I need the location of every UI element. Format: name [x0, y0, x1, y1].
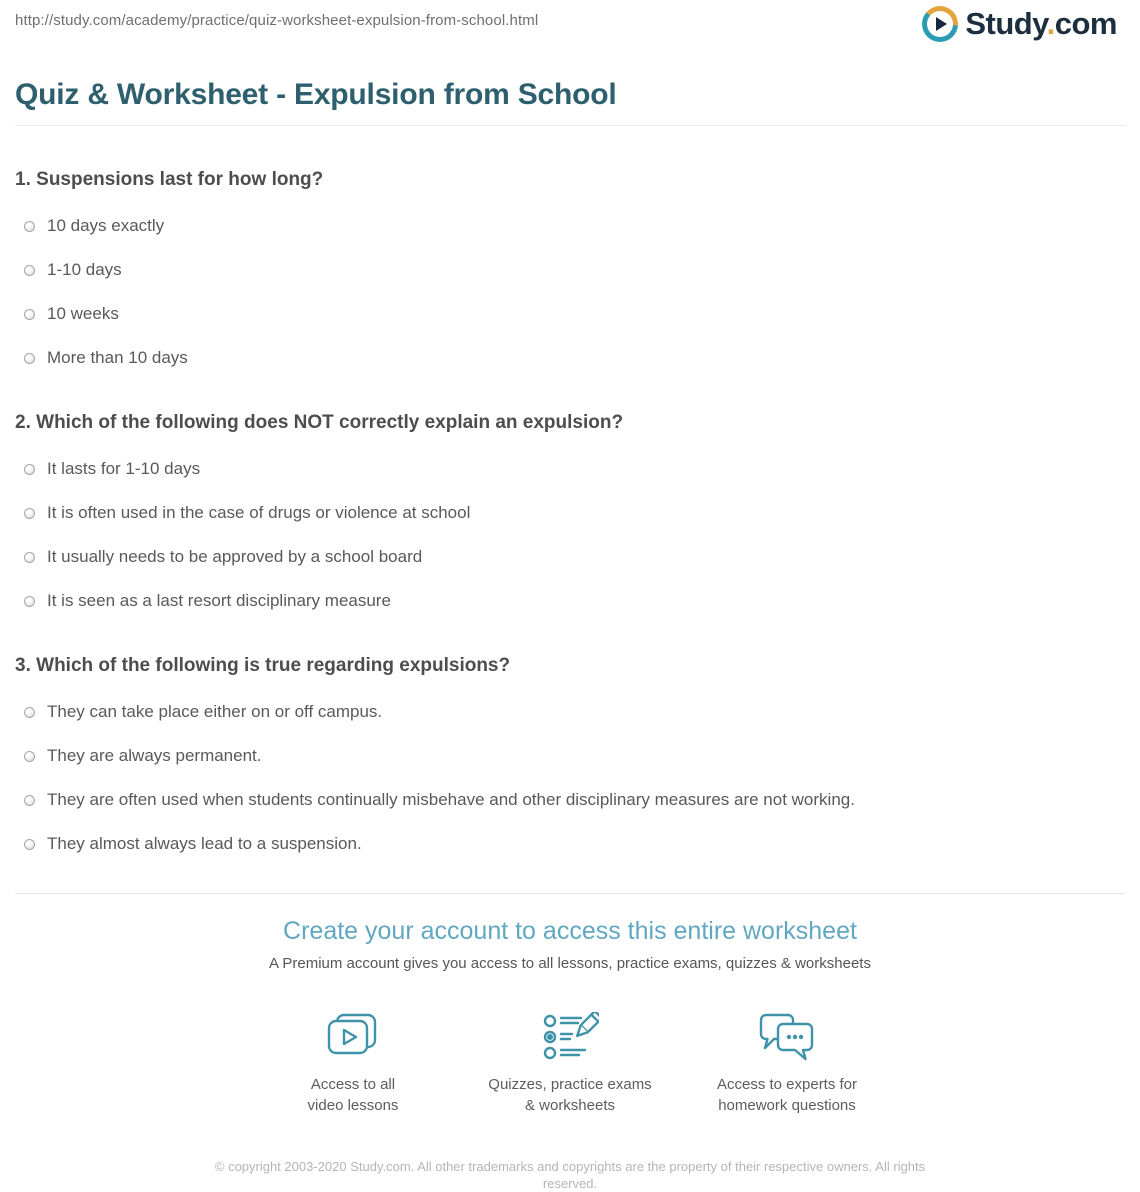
page-url: http://study.com/academy/practice/quiz-worksheet-expulsion-from-school.html — [15, 12, 539, 29]
radio-button[interactable] — [24, 353, 35, 364]
page-title: Quiz & Worksheet - Expulsion from School — [15, 78, 617, 111]
question-2-text: Which of the following does NOT correctly explain an expulsion? — [36, 412, 624, 433]
logo-brand: Study — [965, 6, 1047, 41]
question-2-heading — [15, 412, 1125, 434]
question-3-option-1[interactable] — [15, 701, 1125, 723]
option-label[interactable]: They almost always lead to a suspension. — [47, 834, 362, 853]
option-label[interactable]: They are often used when students continually misbehave and other disciplinary measures are not working. — [47, 790, 855, 809]
question-1-number: 1. — [15, 169, 31, 190]
radio-button[interactable] — [24, 552, 35, 563]
question-2-number: 2. — [15, 412, 31, 433]
question-2-option-1[interactable] — [15, 458, 1125, 480]
question-2 — [15, 412, 1125, 612]
logo-dot: . — [1046, 6, 1055, 41]
question-1-option-4[interactable] — [15, 347, 1125, 369]
title-divider — [15, 125, 1125, 126]
studycom-logo[interactable] — [922, 6, 1117, 42]
question-2-option-4[interactable] — [15, 590, 1125, 612]
question-1-option-2[interactable] — [15, 259, 1125, 281]
quiz-worksheet-icon — [462, 1010, 679, 1064]
option-label[interactable]: 10 weeks — [47, 304, 119, 323]
studycom-play-icon — [922, 6, 958, 42]
feature-expert-help — [679, 1010, 896, 1116]
question-1-heading — [15, 169, 1125, 191]
option-label[interactable]: It is seen as a last resort disciplinary measure — [47, 591, 391, 610]
question-3-option-3[interactable] — [15, 789, 1125, 811]
option-label[interactable]: It usually needs to be approved by a school board — [47, 547, 423, 566]
logo-tld: com — [1054, 6, 1117, 41]
question-1-option-3[interactable] — [15, 303, 1125, 325]
feature-caption-line2: & worksheets — [524, 1097, 616, 1114]
copyright-notice: © copyright 2003-2020 Study.com. All other trademarks and copyrights are the property of their respective owners. All rights reserved. — [214, 1159, 926, 1191]
signup-section — [15, 917, 1125, 1116]
option-label[interactable]: It lasts for 1-10 days — [47, 459, 201, 478]
radio-button[interactable] — [24, 751, 35, 762]
option-label[interactable]: 1-10 days — [47, 260, 122, 279]
video-lessons-icon — [245, 1010, 462, 1064]
logo-wordmark — [965, 6, 1117, 42]
feature-caption-line1: Access to all — [310, 1076, 396, 1093]
create-account-link[interactable]: Create your account to access this entire worksheet — [283, 917, 857, 945]
feature-caption — [245, 1074, 462, 1116]
option-label[interactable]: 10 days exactly — [47, 216, 165, 235]
option-label[interactable]: They can take place either on or off campus. — [47, 702, 383, 721]
feature-caption — [679, 1074, 896, 1116]
radio-button[interactable] — [24, 596, 35, 607]
question-1-option-1[interactable] — [15, 215, 1125, 237]
feature-caption-line1: Quizzes, practice exams — [488, 1076, 652, 1093]
option-label[interactable]: They are always permanent. — [47, 746, 262, 765]
feature-caption-line1: Access to experts for — [716, 1076, 858, 1093]
question-1 — [15, 169, 1125, 369]
radio-button[interactable] — [24, 839, 35, 850]
question-3-number: 3. — [15, 655, 31, 676]
question-1-text: Suspensions last for how long? — [36, 169, 324, 190]
feature-caption — [462, 1074, 679, 1116]
signup-divider — [15, 893, 1125, 894]
radio-button[interactable] — [24, 464, 35, 475]
feature-list — [15, 1010, 1125, 1116]
feature-caption-line2: homework questions — [718, 1097, 856, 1114]
expert-chat-icon — [679, 1010, 896, 1064]
question-2-option-2[interactable] — [15, 502, 1125, 524]
feature-video-lessons — [245, 1010, 462, 1116]
question-3-heading — [15, 655, 1125, 677]
page-header — [15, 0, 1125, 52]
premium-subheading: A Premium account gives you access to all lessons, practice exams, quizzes & worksheets — [269, 955, 871, 972]
question-3 — [15, 655, 1125, 855]
option-label[interactable]: It is often used in the case of drugs or violence at school — [47, 503, 471, 522]
radio-button[interactable] — [24, 309, 35, 320]
radio-button[interactable] — [24, 265, 35, 276]
radio-button[interactable] — [24, 707, 35, 718]
question-2-option-3[interactable] — [15, 546, 1125, 568]
radio-button[interactable] — [24, 508, 35, 519]
question-3-option-4[interactable] — [15, 833, 1125, 855]
radio-button[interactable] — [24, 221, 35, 232]
option-label[interactable]: More than 10 days — [47, 348, 188, 367]
question-3-option-2[interactable] — [15, 745, 1125, 767]
feature-caption-line2: video lessons — [307, 1097, 399, 1114]
feature-quizzes-worksheets — [462, 1010, 679, 1116]
question-3-text: Which of the following is true regarding expulsions? — [36, 655, 511, 676]
radio-button[interactable] — [24, 795, 35, 806]
